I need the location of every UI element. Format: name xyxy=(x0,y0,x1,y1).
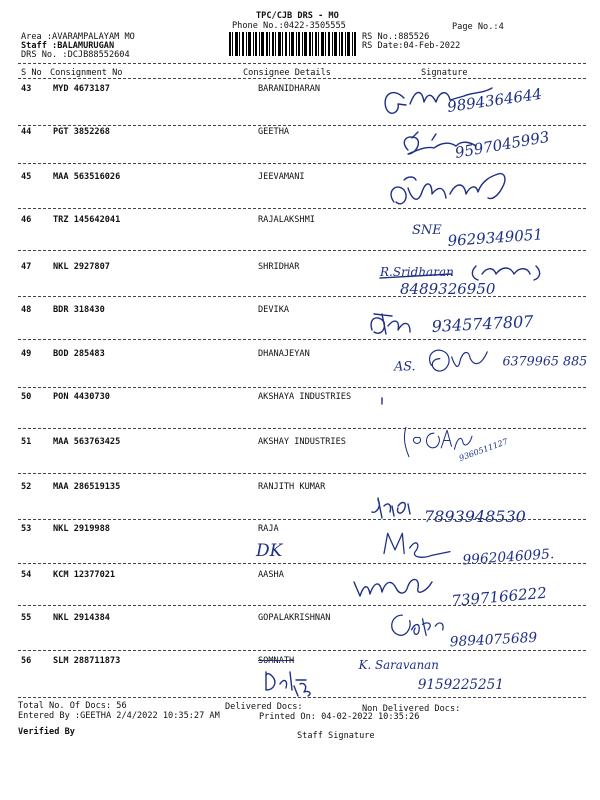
row-sno: 44 xyxy=(21,127,32,137)
printed-on: Printed On: 04-02-2022 10:35:26 xyxy=(259,712,420,722)
row-consignee: SOMNATH xyxy=(258,656,295,666)
staff-label: Staff :BALAMURUGAN xyxy=(21,41,115,51)
row-sno: 54 xyxy=(21,570,32,580)
signature-phone: 9962046095. xyxy=(461,546,555,569)
row-consignment: TRZ 145642041 xyxy=(53,215,121,225)
col-header-consignment: Consignment No xyxy=(50,68,123,78)
signature-phone: 9360511127 xyxy=(457,436,510,463)
row-consignee: GEETHA xyxy=(258,127,290,137)
row-consignee: SHRIDHAR xyxy=(258,262,300,272)
row-sno: 51 xyxy=(21,437,32,447)
row-sno: 53 xyxy=(21,524,32,534)
row-consignee: AKSHAY INDUSTRIES xyxy=(258,437,346,447)
row-divider xyxy=(18,387,586,388)
row-consignment: MAA 563516026 xyxy=(53,172,121,182)
handwritten-initials xyxy=(248,534,308,564)
row-consignment: BOD 285483 xyxy=(53,349,105,359)
row-consignee: RAJA xyxy=(258,524,279,534)
row-sno: 48 xyxy=(21,305,32,315)
row-consignment: PGT 3852268 xyxy=(53,127,110,137)
drs-number: DRS No. :DCJB88552604 xyxy=(21,50,130,60)
handwritten-signature xyxy=(352,420,592,464)
row-divider xyxy=(18,650,586,651)
handwritten-signature xyxy=(352,78,592,122)
handwritten-signature xyxy=(352,256,592,300)
row-sno: 45 xyxy=(21,172,32,182)
row-sno: 47 xyxy=(21,262,32,272)
signature-name: DK xyxy=(256,541,283,561)
rs-number: RS No.:885526 xyxy=(362,32,430,42)
phone-number: Phone No.:0422-3505555 xyxy=(232,21,346,31)
col-header-signature: Signature xyxy=(421,68,468,78)
row-consignee: AASHA xyxy=(258,570,284,580)
area-label: Area :AVARAMPALAYAM MO xyxy=(21,32,135,42)
row-consignment: KCM 12377021 xyxy=(53,570,116,580)
handwritten-signature xyxy=(352,300,592,344)
row-sno: 52 xyxy=(21,482,32,492)
signature-phone: 7893948530 xyxy=(424,507,526,526)
row-consignee: BARANIDHARAN xyxy=(258,84,321,94)
handwritten-signature xyxy=(352,340,592,384)
page-number: Page No.:4 xyxy=(452,22,504,32)
row-divider xyxy=(18,697,586,698)
row-sno: 49 xyxy=(21,349,32,359)
signature-phone: 9597045993 xyxy=(453,127,551,162)
barcode xyxy=(229,32,357,56)
row-sno: 50 xyxy=(21,392,32,402)
signature-phone: 9159225251 xyxy=(417,677,504,694)
signature-name: SNE xyxy=(412,223,442,238)
signature-phone: 9894075689 xyxy=(449,629,538,651)
row-consignee: RAJALAKSHMI xyxy=(258,215,315,225)
row-sno: 56 xyxy=(21,656,32,666)
signature-phone: 9345747807 xyxy=(431,311,534,336)
staff-signature: Staff Signature xyxy=(297,731,375,741)
signature-name: K. Saravanan xyxy=(358,657,439,672)
row-consignee: AKSHAYA INDUSTRIES xyxy=(258,392,352,402)
handwritten-signature xyxy=(352,120,592,164)
rs-date: RS Date:04-Feb-2022 xyxy=(362,41,461,51)
row-consignee: DHANAJEYAN xyxy=(258,349,310,359)
row-sno: 43 xyxy=(21,84,32,94)
row-consignment: MAA 286519135 xyxy=(53,482,121,492)
row-consignment: NKL 2914384 xyxy=(53,613,110,623)
header-divider xyxy=(18,63,586,64)
row-consignment: NKL 2927807 xyxy=(53,262,110,272)
row-sno: 55 xyxy=(21,613,32,623)
signature-name: AS. xyxy=(394,358,416,374)
row-consignment: PON 4430730 xyxy=(53,392,110,402)
row-consignee: GOPALAKRISHNAN xyxy=(258,613,331,623)
col-header-sno: S No xyxy=(21,68,42,78)
signature-phone: 9894364644 xyxy=(446,84,544,116)
row-divider xyxy=(18,563,586,564)
handwritten-signature xyxy=(352,652,592,696)
row-consignment: SLM 288711873 xyxy=(53,656,121,666)
delivered-docs: Delivered Docs: xyxy=(225,702,303,712)
non-delivered-docs: Non Delivered Docs: xyxy=(362,704,461,714)
handwritten-signature xyxy=(352,168,592,212)
signature-phone: 9629349051 xyxy=(447,225,544,250)
row-consignee: RANJITH KUMAR xyxy=(258,482,326,492)
row-divider xyxy=(18,473,586,474)
signature-phone: 7397166222 xyxy=(450,583,548,610)
signature-phone: 6379965 885 xyxy=(502,353,588,369)
total-docs: Total No. Of Docs: 56 xyxy=(18,701,127,711)
handwritten-signature xyxy=(352,486,592,530)
doc-title: TPC/CJB DRS - MO xyxy=(256,11,339,21)
row-consignment: BDR 318430 xyxy=(53,305,105,315)
handwritten-signature xyxy=(352,208,592,252)
row-consignee: JEEVAMANI xyxy=(258,172,305,182)
row-sno: 46 xyxy=(21,215,32,225)
row-consignment: MAA 563763425 xyxy=(53,437,121,447)
handwritten-signature xyxy=(352,566,592,610)
signature-phone: 8489326950 xyxy=(400,280,496,298)
verified-by: Verified By xyxy=(18,727,75,737)
row-divider xyxy=(18,163,586,164)
handwritten-initials xyxy=(250,666,330,698)
row-consignee: DEVIKA xyxy=(258,305,290,315)
row-divider xyxy=(18,296,586,297)
entered-by: Entered By :GEETHA 2/4/2022 10:35:27 AM xyxy=(18,711,220,721)
col-header-consignee: Consignee Details xyxy=(243,68,331,78)
row-divider xyxy=(18,519,586,520)
signature-name: R.Sridharan xyxy=(380,265,454,279)
row-divider xyxy=(18,250,586,251)
row-consignment: NKL 2919988 xyxy=(53,524,110,534)
row-consignment: MYD 4673187 xyxy=(53,84,110,94)
handwritten-signature xyxy=(352,606,592,650)
